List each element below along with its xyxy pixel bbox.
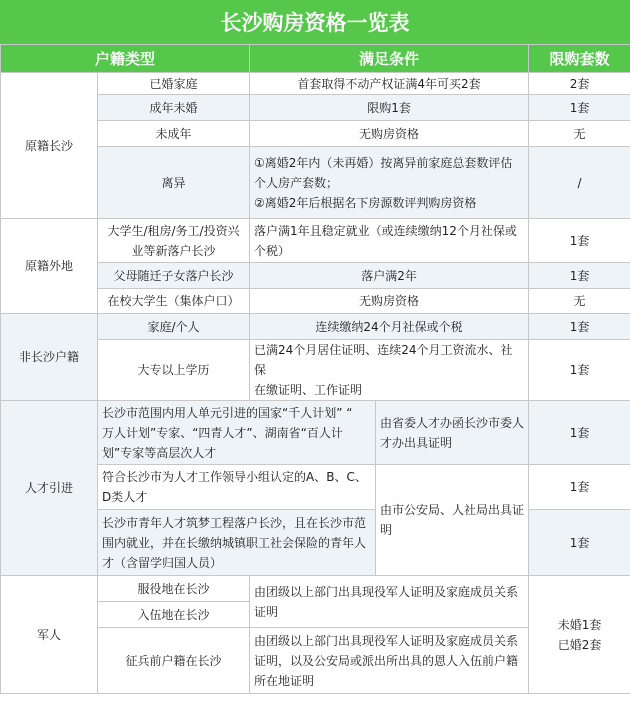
condition-line: 落户满1年且稳定就业（或连续缴纳12个月社保或 [254, 223, 517, 238]
row-limit [529, 576, 630, 694]
condition-line: 个人房产套数； [254, 175, 339, 190]
row-limit: 1套 [529, 401, 630, 465]
type-line: D类人才 [102, 490, 148, 504]
row-condition [250, 576, 529, 628]
row-condition: 落户满2年 [250, 263, 529, 289]
group-nonhukou: 非长沙户籍 [1, 314, 98, 401]
row-limit: 1套 [529, 340, 630, 401]
row-limit: 无 [529, 289, 630, 314]
row-limit: 1套 [529, 465, 630, 510]
row-condition [250, 147, 529, 219]
row-limit: 1套 [529, 219, 630, 263]
group-military: 军人 [1, 576, 98, 694]
row-type: 已婚家庭 [98, 73, 250, 95]
row-condition [376, 401, 529, 465]
type-line: 才（含留学归国人员） [102, 555, 223, 570]
row-type [98, 401, 376, 465]
row-limit: 1套 [529, 95, 630, 121]
row-type: 家庭/个人 [98, 314, 250, 340]
row-condition [376, 465, 529, 576]
group-native: 原籍长沙 [1, 73, 98, 219]
condition-line: 由省委人才办函长沙市委人 [380, 415, 525, 430]
row-condition [250, 219, 529, 263]
page-title: 长沙购房资格一览表 [0, 0, 630, 44]
type-line: 长沙市青年人才筑梦工程落户长沙，且在长沙市范 [102, 515, 367, 530]
condition-line: 由团级以上部门出具现役军人证明及家庭成员关系 [254, 633, 519, 648]
type-line: 业等新落户长沙 [131, 243, 216, 258]
eligibility-table [0, 44, 630, 694]
row-type: 成年未婚 [98, 95, 250, 121]
condition-line: ①离婚2年内（未再婚）按离异前家庭总套数评估 [254, 155, 513, 170]
condition-line: 证明 [254, 604, 279, 619]
row-condition [250, 340, 529, 401]
type-line: 大学生/租房/务工/投资兴 [107, 223, 240, 238]
condition-line: 由团级以上部门出具现役军人证明及家庭成员关系 [254, 584, 519, 599]
group-nonlocal: 原籍外地 [1, 219, 98, 314]
row-condition [250, 628, 529, 694]
type-line: 万人计划”专家、“四青人才”、湖南省“百人计 [102, 425, 343, 440]
type-line: 长沙市范围内用人单元引进的国家“千人计划” “ [102, 405, 353, 420]
row-type: 离异 [98, 147, 250, 219]
limit-line: 未婚1套 [557, 617, 602, 632]
condition-line: 由市公安局、人社局出具证 [380, 503, 525, 517]
table-row [1, 314, 630, 340]
type-line: 符合长沙市为人才工作领导小组认定的A、B、C、 [102, 470, 367, 484]
row-limit: 无 [529, 121, 630, 147]
table-header-row [1, 45, 630, 73]
condition-line: 明 [380, 523, 393, 537]
table-row [1, 401, 630, 465]
row-condition: 无购房资格 [250, 121, 529, 147]
row-type: 父母随迁子女落户长沙 [98, 263, 250, 289]
row-condition: 连续缴纳24个月社保或个税 [250, 314, 529, 340]
row-limit: 1套 [529, 510, 630, 576]
row-limit: / [529, 147, 630, 219]
row-type: 入伍地在长沙 [98, 602, 250, 628]
row-limit: 2套 [529, 73, 630, 95]
header-limit: 限购套数 [529, 45, 630, 73]
limit-line: 已婚2套 [557, 637, 602, 652]
condition-line: 已满24个月居住证明、连续24个月工资流水、社保 [254, 343, 513, 377]
condition-line: 所在地证明 [254, 673, 315, 688]
row-condition: 首套取得不动产权证满4年可买2套 [250, 73, 529, 95]
row-type [98, 219, 250, 263]
header-conditions: 满足条件 [250, 45, 529, 73]
condition-line: ②离婚2年后根据名下房源数评判购房资格 [254, 195, 477, 210]
row-type: 未成年 [98, 121, 250, 147]
row-condition: 限购1套 [250, 95, 529, 121]
table-row [1, 219, 630, 263]
table-row [1, 73, 630, 95]
row-type [98, 510, 376, 576]
type-line: 划”专家等高层次人才 [102, 445, 217, 460]
condition-line: 才办出具证明 [380, 435, 453, 450]
condition-line: 在缴证明、工作证明 [254, 383, 363, 397]
row-condition: 无购房资格 [250, 289, 529, 314]
row-type: 在校大学生（集体户口） [98, 289, 250, 314]
row-limit: 1套 [529, 263, 630, 289]
condition-line: 证明，以及公安局或派出所出具的恩人入伍前户籍 [254, 653, 519, 668]
row-type: 服役地在长沙 [98, 576, 250, 602]
row-type [98, 465, 376, 510]
table-row [1, 576, 630, 602]
row-type: 大专以上学历 [98, 340, 250, 401]
type-line: 围内就业，并在长缴纳城镇职工社会保险的青年人 [102, 535, 367, 550]
header-hukou-type: 户籍类型 [1, 45, 250, 73]
row-limit: 1套 [529, 314, 630, 340]
row-type: 征兵前户籍在长沙 [98, 628, 250, 694]
condition-line: 个税） [254, 243, 291, 258]
group-talent: 人才引进 [1, 401, 98, 576]
